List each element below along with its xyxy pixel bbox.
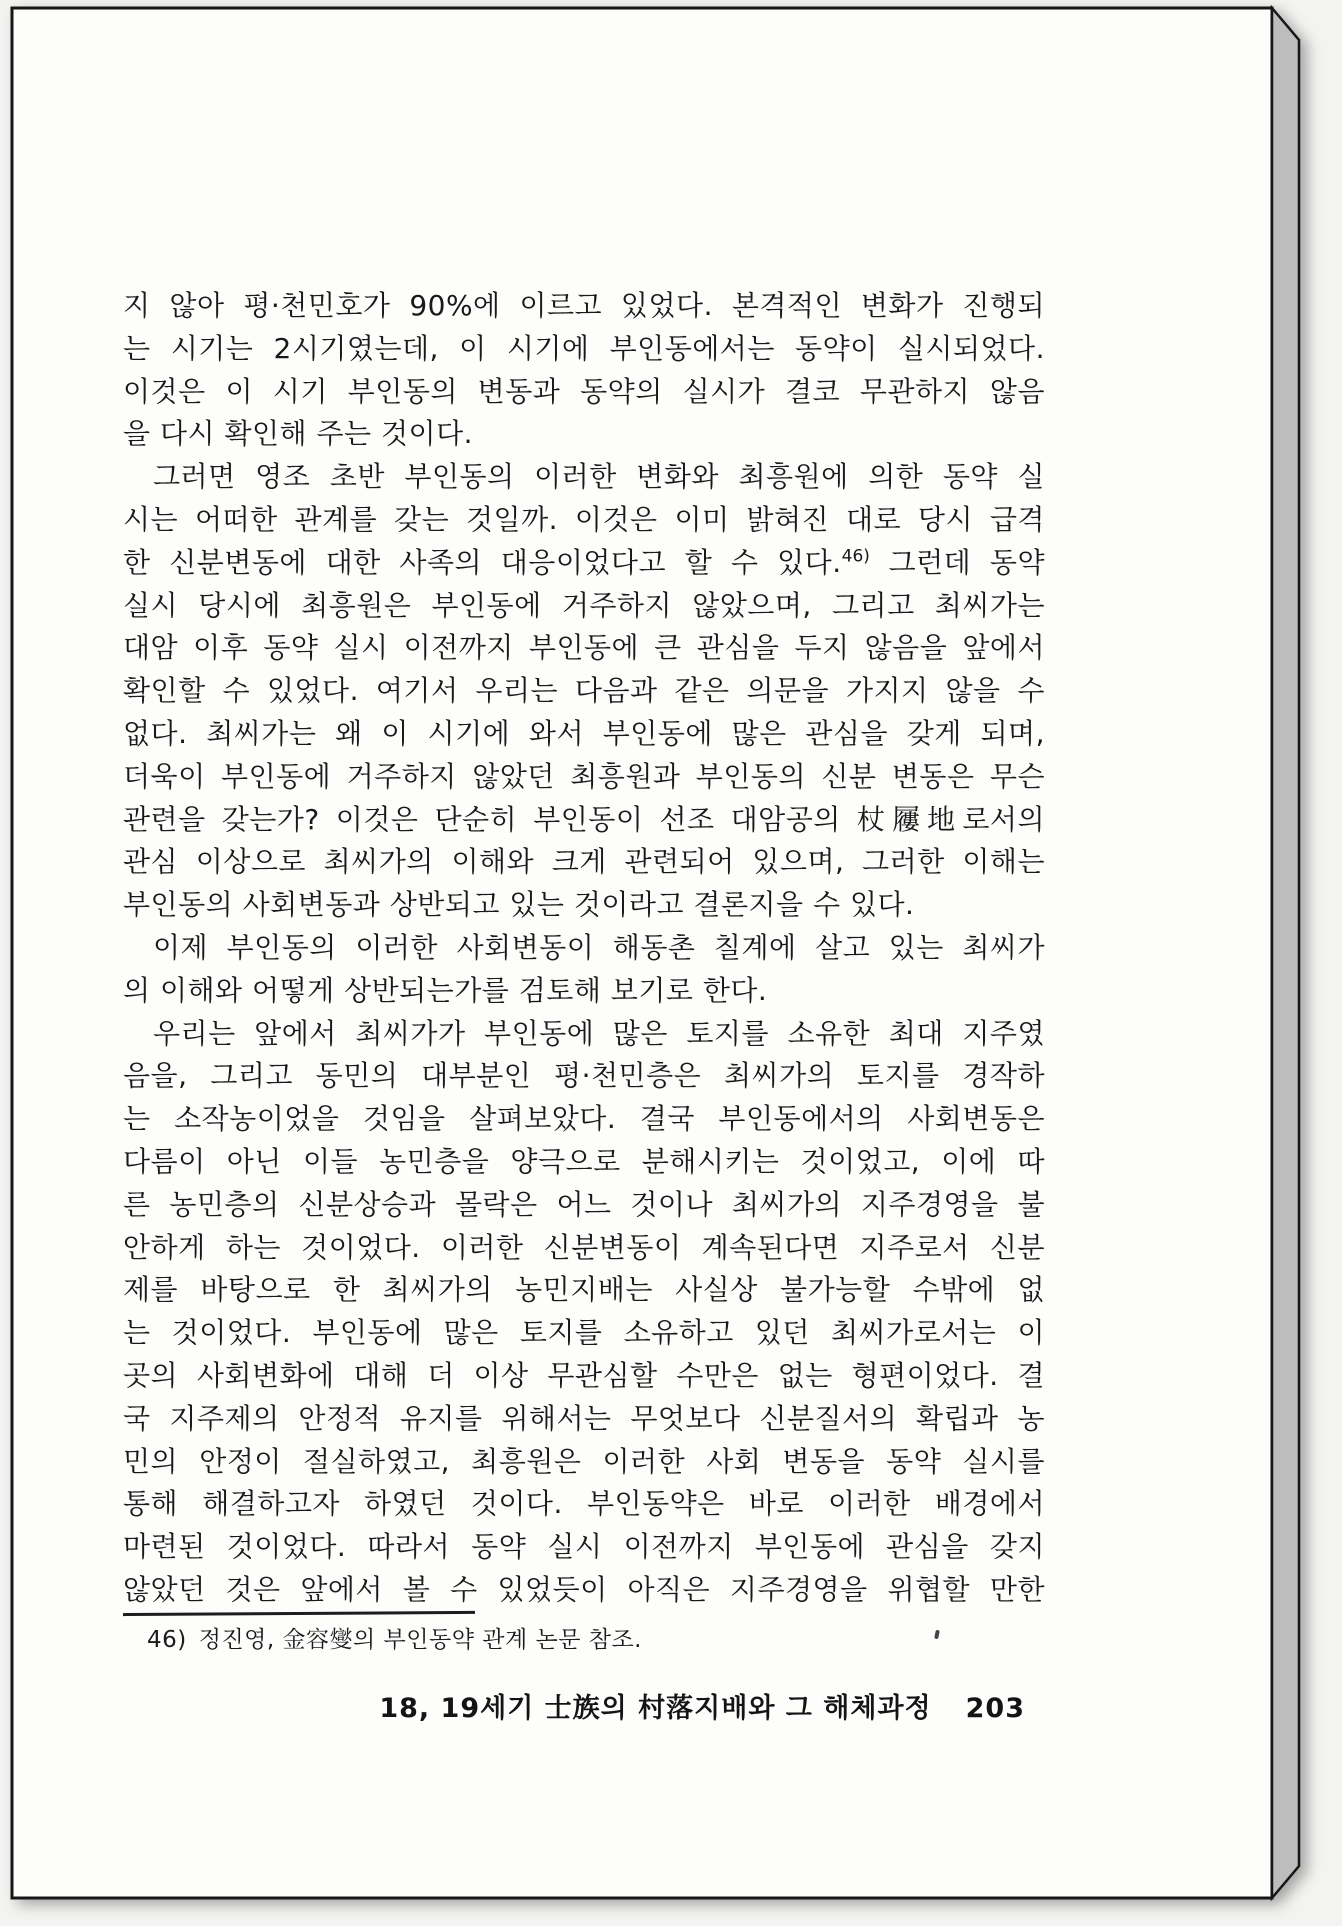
footnote-text: 정진영, 金容燮의 부인동약 관계 논문 참조. [198, 1627, 642, 1653]
body-text [123, 285, 1045, 1612]
body-line: 제를 바탕으로 한 최씨가의 농민지배는 사실상 불가능할 수밖에 없 [123, 1273, 1045, 1307]
body-line-text: 한 신분변동에 대한 사족의 대응이었다고 할 수 있다. [123, 545, 842, 579]
body-line: 않았던 것은 앞에서 볼 수 있었듯이 아직은 지주경영을 위협할 만한 [123, 1572, 1045, 1606]
body-line: 음을, 그리고 동민의 대부분인 평·천민층은 최씨가의 토지를 경작하 [123, 1059, 1045, 1093]
body-line: 는 것이었다. 부인동에 많은 토지를 소유하고 있던 최씨가로서는 이 [123, 1316, 1045, 1350]
body-line: 국 지주제의 안정적 유지를 위해서는 무엇보다 신분질서의 확립과 농 [123, 1401, 1045, 1435]
body-line: 른 농민층의 신분상승과 몰락은 어느 것이나 최씨가의 지주경영을 불 [123, 1187, 1045, 1221]
body-line: 는 소작농이었을 것임을 살펴보았다. 결국 부인동에서의 사회변동은 [123, 1102, 1045, 1136]
page-content [123, 0, 1045, 1926]
body-line: 이것은 이 시기 부인동의 변동과 동약의 실시가 결코 무관하지 않음 [123, 374, 1045, 408]
running-footer [123, 1686, 1045, 1725]
body-line: 관련을 갖는가? 이것은 단순히 부인동이 선조 대암공의 杖屨地로서의 [123, 802, 1045, 836]
body-line: 을 다시 확인해 주는 것이다. [123, 417, 474, 451]
body-line: 시는 어떠한 관계를 갖는 것일까. 이것은 이미 밝혀진 대로 당시 급격 [123, 502, 1045, 536]
footer-title: 18, 19세기 士族의 村落지배와 그 해체과정 [379, 1693, 932, 1724]
body-line: 곳의 사회변화에 대해 더 이상 무관심할 수만은 없는 형편이었다. 결 [123, 1358, 1045, 1392]
body-line: 그러면 영조 초반 부인동의 이러한 변화와 최흥원에 의한 동약 실 [153, 460, 1045, 494]
footnote [147, 1621, 642, 1654]
body-line-text: 그런데 동약 [869, 545, 1045, 579]
body-line: 실시 당시에 최흥원은 부인동에 거주하지 않았으며, 그리고 최씨가는 [123, 588, 1045, 622]
body-line: 우리는 앞에서 최씨가가 부인동에 많은 토지를 소유한 최대 지주였 [153, 1016, 1045, 1050]
body-line: 다름이 아닌 이들 농민층을 양극으로 분해시키는 것이었고, 이에 따 [123, 1144, 1045, 1178]
page-edge-strip [1272, 8, 1299, 1898]
body-line: 지 않아 평·천민호가 90%에 이르고 있었다. 본격적인 변화가 진행되 [123, 289, 1045, 322]
body-line: 더욱이 부인동에 거주하지 않았던 최흥원과 부인동의 신분 변동은 무슨 [123, 759, 1045, 793]
body-line: 확인할 수 있었다. 여기서 우리는 다음과 같은 의문을 가지지 않을 수 [123, 674, 1045, 708]
body-line: 마련된 것이었다. 따라서 동약 실시 이전까지 부인동에 관심을 갖지 [123, 1530, 1045, 1564]
body-line: 통해 해결하고자 하였던 것이다. 부인동약은 바로 이러한 배경에서 [123, 1487, 1045, 1521]
body-line: 없다. 최씨가는 왜 이 시기에 와서 부인동에 많은 관심을 갖게 되며, [123, 716, 1045, 750]
body-line [123, 542, 1045, 585]
footnote-marker: 46) [147, 1627, 187, 1653]
body-line: 대암 이후 동약 실시 이전까지 부인동에 큰 관심을 두지 않음을 앞에서 [123, 631, 1045, 665]
footnote-ref-46: 46) [841, 546, 870, 567]
body-line: 안하게 하는 것이었다. 이러한 신분변동이 계속된다면 지주로서 신분 [123, 1230, 1045, 1264]
body-line: 부인동의 사회변동과 상반되고 있는 것이라고 결론지을 수 있다. [123, 888, 915, 922]
body-line: 관심 이상으로 최씨가의 이해와 크게 관련되어 있으며, 그러한 이해는 [123, 845, 1045, 879]
body-line: 의 이해와 어떻게 상반되는가를 검토해 보기로 한다. [123, 973, 768, 1007]
body-line: 는 시기는 2시기였는데, 이 시기에 부인동에서는 동약이 실시되었다. [123, 331, 1045, 365]
body-line: 이제 부인동의 이러한 사회변동이 해동촌 칠계에 살고 있는 최씨가 [153, 930, 1045, 964]
body-line: 민의 안정이 절실하였고, 최흥원은 이러한 사회 변동을 동약 실시를 [123, 1444, 1045, 1478]
page-number: 203 [965, 1693, 1025, 1724]
scan-speckle [934, 1630, 940, 1640]
